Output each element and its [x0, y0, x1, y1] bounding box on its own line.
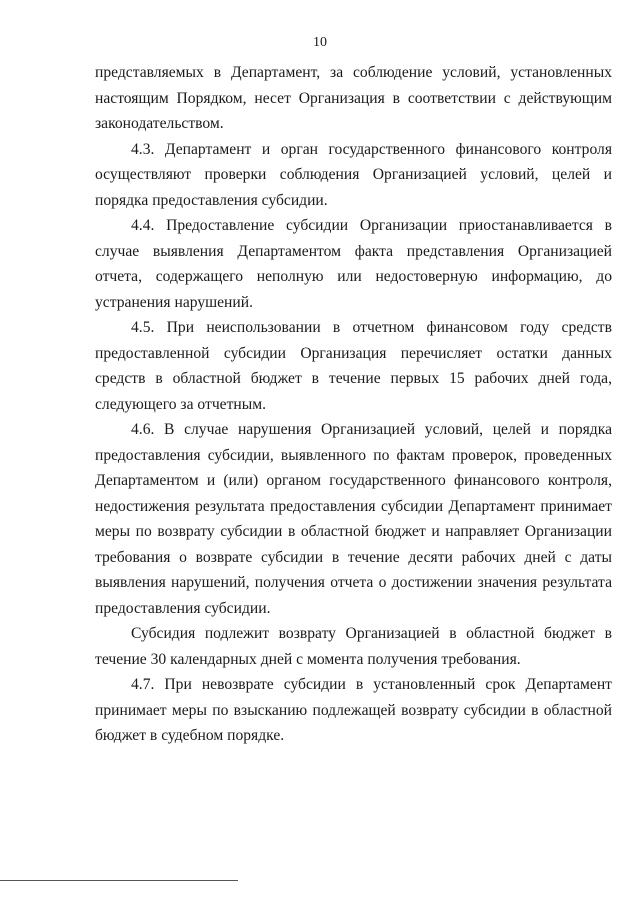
paragraph-4-6: 4.6. В случае нарушения Организацией условий, целей и порядка предоставления субсидии, выявленного по фактам проверок, проведенных Департаментом и (или) органом государственного финансового контроля, недостижения результата предоставления субсидии Департамент принимает меры по возврату субсидии в областной бюджет и направляет Организации требования о возврате субсидии в течение десяти рабочих дней с даты выявления нарушений, получения отчета о достижении значения результата предоставления субсидии. — [95, 421, 612, 617]
paragraph-4-3: 4.3. Департамент и орган государственного финансового контроля осуществляют проверки соблюдения Организацией условий, целей и порядка предоставления субсидии. — [95, 140, 612, 209]
paragraph-4-4: 4.4. Предоставление субсидии Организации приостанавливается в случае выявления Департаментом факта представления Организацией отчета, содержащего неполную или недостоверную информацию, до устранения нарушений. — [95, 217, 612, 311]
paragraph-continuation: представляемых в Департамент, за соблюдение условий, установленных настоящим Порядком, несет Организация в соответствии с действующим законодательством. — [95, 64, 612, 132]
page-number: 10 — [313, 35, 327, 50]
paragraph-4-5: 4.5. При неиспользовании в отчетном финансовом году средств предоставленной субсидии Организация перечисляет остатки данных средств в областной бюджет в течение первых 15 рабочих дней года, следующего за отчетным. — [95, 319, 612, 413]
footer-divider — [0, 880, 238, 881]
document-body — [95, 60, 612, 749]
paragraph-4-6-return: Субсидия подлежит возврату Организацией в областной бюджет в течение 30 календарных дней с момента получения требования. — [95, 625, 612, 668]
paragraph-4-7: 4.7. При невозврате субсидии в установленный срок Департамент принимает меры по взысканию подлежащей возврату субсидии в областной бюджет в судебном порядке. — [95, 676, 612, 744]
